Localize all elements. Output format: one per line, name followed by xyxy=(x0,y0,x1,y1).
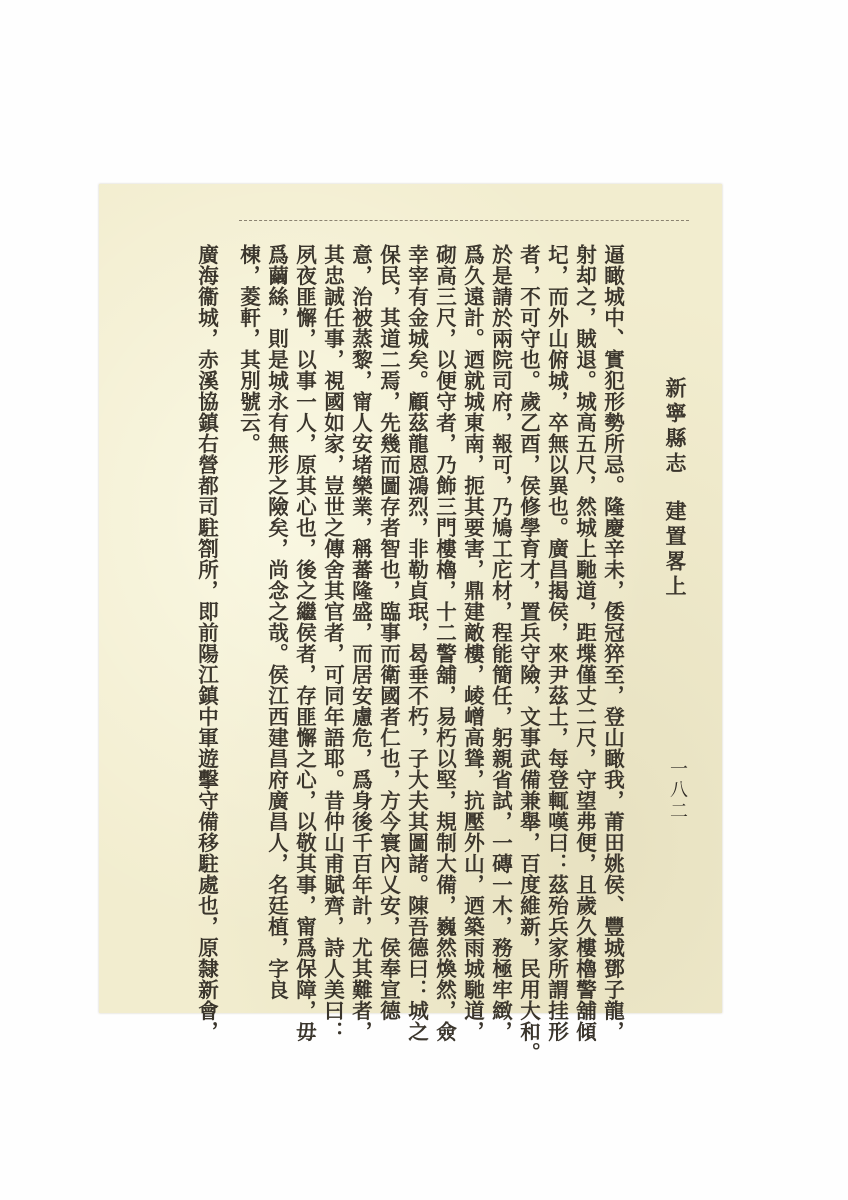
text-column-3: 圮，而外山俯城，卒無以異也。廣昌揭侯，來尹茲土，每登輒嘆曰：茲殆兵家所謂挂形 xyxy=(544,244,569,1042)
text-column-9: 保民，其道二焉，先幾而圖存者智也，臨事而衛國者仁也，方今寰內乂安，侯奉宣德 xyxy=(376,244,401,1021)
text-column-14: 棟，菱軒，其別號云。 xyxy=(236,244,261,454)
text-column-2: 射却之，賊退。城高五尺，然城上馳道，距堞僅丈二尺，守望弗便，且歲久樓櫓警舖傾 xyxy=(572,244,597,1042)
text-column-1: 逼瞰城中、實犯形勢所忌。隆慶辛未，倭冠猝至，登山瞰我，莆田姚侯、豐城鄧子龍， xyxy=(600,244,625,1042)
text-column-12: 夙夜匪懈，以事一人，原其心也，後之繼侯者，存匪懈之心，以敬其事，甯爲保障，毋 xyxy=(292,244,317,1042)
text-column-4: 者，不可守也。歲乙酉，侯修學育才，置兵守險，文事武備兼舉，百度維新，民用大和。 xyxy=(516,244,541,1063)
page-number: 一八二 xyxy=(667,759,688,822)
section-title: 建置畧上 xyxy=(663,500,688,600)
text-column-6: 爲久遠計。迺就城東南，扼其要害，鼎建敵樓，崚嶒高聳，抗壓外山，迺築雨城馳道， xyxy=(460,244,485,1042)
text-column-10: 意，治被蒸黎，甯人安堵樂業，稱蕃隆盛，而居安慮危，爲身後千百年計，尤其難者， xyxy=(348,244,373,1042)
gazetteer-title: 新寧縣志 xyxy=(663,377,688,477)
text-column-11: 其忠誠任事，視國如家，豈世之傳舍其官者，可同年語耶。昔仲山甫賦齊，詩人美曰： xyxy=(320,244,345,1042)
text-column-8: 幸宰有金城矣。顧茲龍恩鴻烈，非勒貞珉，曷垂不朽，子大夫其圖諸。陳吾德曰：城之 xyxy=(404,244,429,1042)
text-column-15: 廣海衞城，赤溪協鎮右營都司駐劄所，即前陽江鎮中軍遊擊守備移駐處也，原隸新會， xyxy=(194,244,219,1042)
top-rule xyxy=(239,220,689,221)
text-column-5: 於是請於兩院司府，報可，乃鳩工庀材，程能簡任，躬親省試，一磚一木，務極牢緻， xyxy=(488,244,513,1042)
text-column-13: 爲繭絲，則是城永有無形之險矣，尚念之哉。侯江西建昌府廣昌人，名廷植，字良 xyxy=(264,244,289,1000)
text-column-7: 砌高三尺，以便守者，乃飾三門樓櫓，十二警舖，易朽以堅，規制大備，巍然煥然，僉 xyxy=(432,244,457,1042)
document-page xyxy=(99,184,722,1063)
